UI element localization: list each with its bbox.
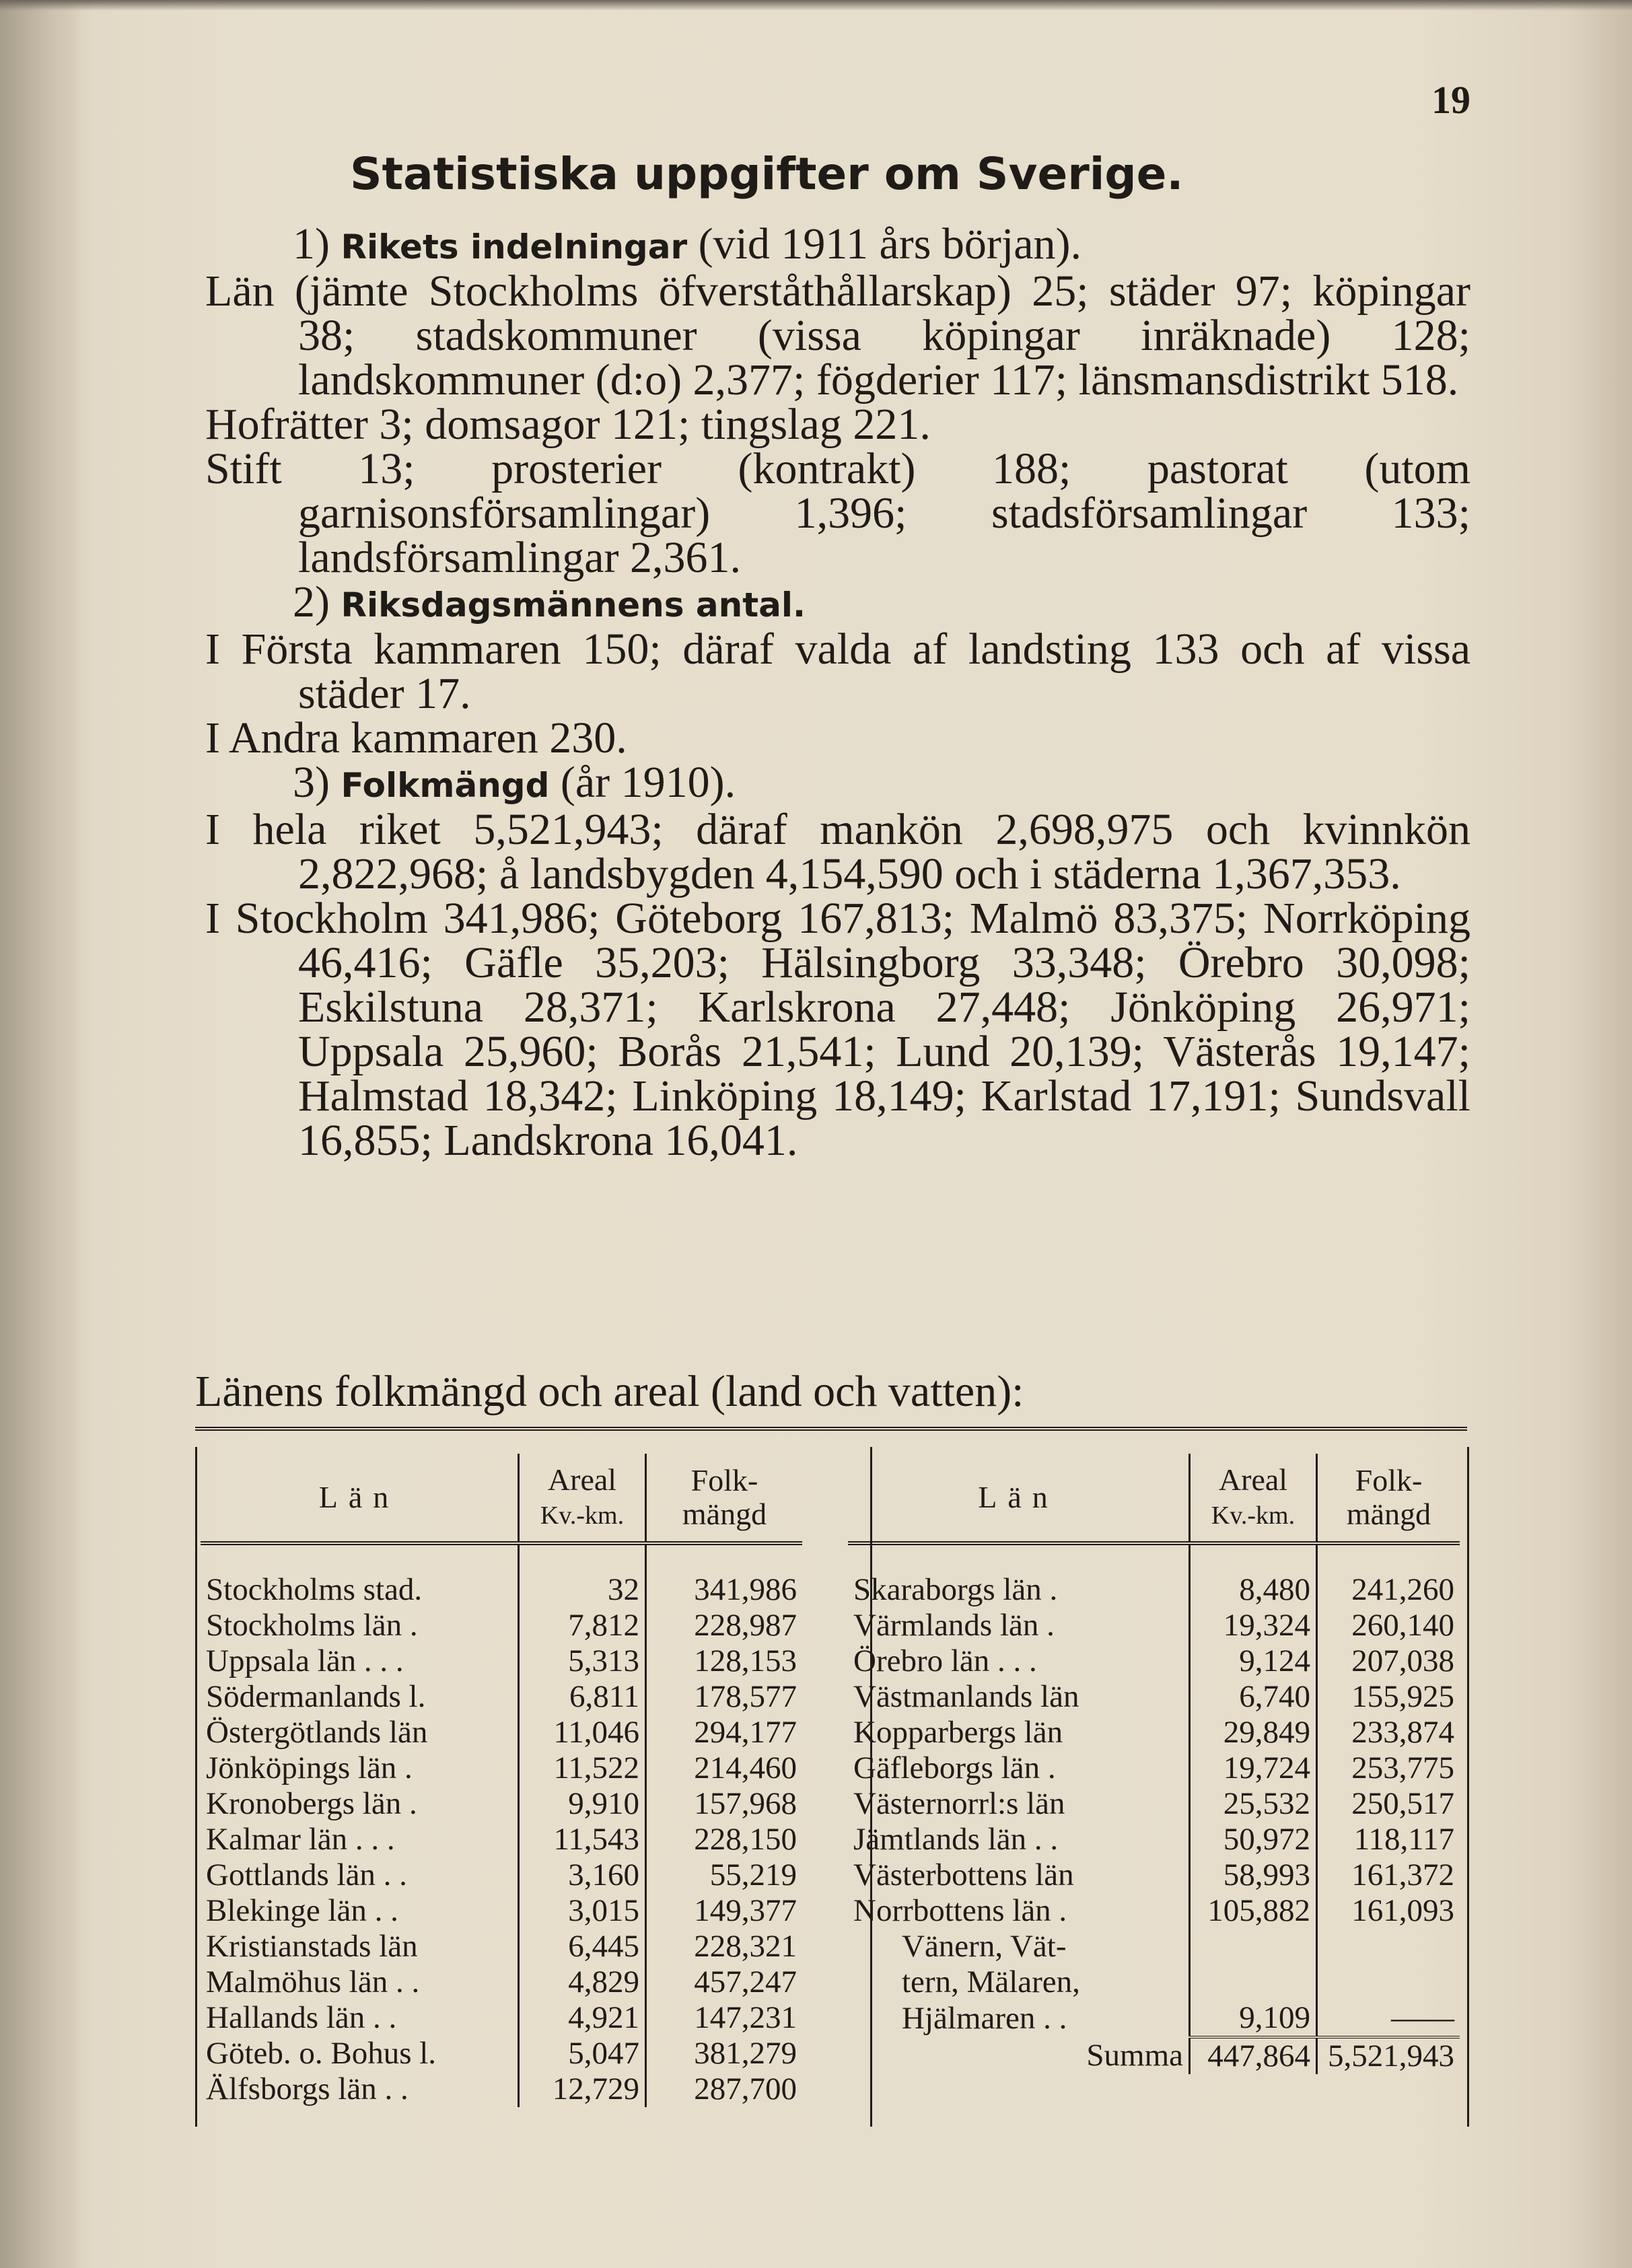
sum-row (848, 2037, 1460, 2074)
paragraph: Län (jämte Stockholms öfverståthållarskap) 25; städer 97; köpingar 38; stadskommuner (vissa köpingar inräknade) 128; landskommuner (d:o) 2,377; fögderier 117; länsmansdistrikt 518. (205, 267, 1470, 404)
col-header-folk: Folk- mängd (1317, 1454, 1460, 1543)
spacer-cell (519, 1543, 646, 1572)
county-name: Västerbottens län (853, 1857, 1074, 1892)
county-name: Värmlands län . (853, 1608, 1055, 1643)
population-value (1317, 1964, 1460, 2000)
table-row (201, 2036, 802, 2071)
county-name: Gottlands län . . (206, 1857, 407, 1892)
population-value: 228,321 (646, 1929, 803, 1964)
section-number: 1) (293, 219, 330, 269)
page-title: Statistiska uppgifter om Sverige. (350, 148, 1184, 200)
section-title: Folkmängd (341, 766, 550, 805)
population-value: 55,219 (646, 1857, 803, 1893)
county-name: Hallands län . . (206, 2000, 397, 2035)
section-title: Rikets indelningar (341, 227, 688, 267)
population-value: 155,925 (1317, 1679, 1460, 1715)
area-value: 6,445 (519, 1929, 646, 1964)
population-value: 250,517 (1317, 1786, 1460, 1822)
section-heading-2 (205, 577, 1470, 627)
col-header-areal: Areal Kv.-km. (1190, 1454, 1317, 1543)
area-value: 9,109 (1190, 2000, 1317, 2037)
paragraph: I hela riket 5,521,943; däraf mankön 2,698,975 och kvinnkön 2,822,968; å landsbygden 4,154,590 och i städerna 1,367,353. (205, 805, 1470, 898)
page-edge-shadow (0, 0, 1632, 11)
population-value: 161,093 (1317, 1893, 1460, 1929)
area-value: 3,015 (519, 1893, 646, 1929)
county-name: Norrbottens län . (853, 1893, 1067, 1928)
body-text (205, 219, 1470, 1165)
area-value: 9,124 (1190, 1643, 1317, 1679)
county-name: Jönköpings län . (206, 1750, 413, 1785)
area-value: 11,046 (519, 1715, 646, 1750)
county-table (195, 1427, 1467, 2127)
area-value: 7,812 (519, 1608, 646, 1643)
section-number: 3) (293, 758, 330, 807)
table-row (848, 1643, 1460, 1679)
area-value: 3,160 (519, 1857, 646, 1893)
table-spacer (848, 1543, 1460, 1572)
col-header-lan: Län (201, 1454, 519, 1543)
area-value: 29,849 (1190, 1715, 1317, 1750)
section-subtitle: (vid 1911 års början). (698, 219, 1082, 269)
paragraph: I Andra kammaren 230. (205, 713, 627, 763)
table-row (848, 1715, 1460, 1750)
table-caption: Länens folkmängd och areal (land och vatten): (195, 1367, 1024, 1416)
spacer-cell (848, 1543, 1190, 1572)
table-row (201, 1715, 802, 1750)
population-value: 157,968 (646, 1786, 803, 1822)
area-value: 9,910 (519, 1786, 646, 1822)
county-name: Västernorrl:s län (853, 1786, 1065, 1821)
population-value: 253,775 (1317, 1750, 1460, 1786)
population-value (1317, 1929, 1460, 1964)
population-value: 228,987 (646, 1608, 803, 1643)
col-header-folk: Folk- mängd (646, 1454, 803, 1543)
table-row (201, 1964, 802, 2000)
spacer-cell (201, 1543, 519, 1572)
county-name: Jämtlands län . . (853, 1822, 1059, 1857)
spacer-cell (1190, 1543, 1317, 1572)
county-name: Stockholms stad. (206, 1572, 423, 1607)
county-name: Östergötlands län (206, 1715, 428, 1750)
county-name: Malmöhus län . . (206, 1964, 420, 1999)
area-value: 6,811 (519, 1679, 646, 1715)
area-value: 32 (519, 1572, 646, 1608)
table-row (201, 1929, 802, 1964)
area-value: 5,047 (519, 2036, 646, 2071)
county-name: Västmanlands län (853, 1679, 1079, 1714)
population-value: 294,177 (646, 1715, 803, 1750)
county-name: Vänern, Vät- (902, 1929, 1067, 1964)
table-row (201, 1822, 802, 1857)
population-value: 381,279 (646, 2036, 803, 2071)
county-name: Uppsala län . . . (206, 1643, 404, 1678)
county-name: Kopparbergs län (853, 1715, 1063, 1750)
county-name: Älfsborgs län . . (206, 2071, 409, 2106)
population-value: 118,117 (1317, 1822, 1460, 1857)
population-value: 214,460 (646, 1750, 803, 1786)
section-heading-1 (205, 219, 1470, 269)
sum-area: 447,864 (1190, 2037, 1317, 2074)
col-header-lan: Län (848, 1454, 1190, 1543)
area-value: 11,522 (519, 1750, 646, 1786)
paragraph: Stift 13; prosterier (kontrakt) 188; pastorat (utom garnisonsförsamlingar) 1,396; stadsförsamlingar 133; landsförsamlingar 2,361. (205, 444, 1470, 582)
county-name: Blekinge län . . (206, 1893, 398, 1928)
county-name: Gäfleborgs län . (853, 1750, 1056, 1785)
table-row (848, 1857, 1460, 1893)
population-value: 457,247 (646, 1964, 803, 2000)
area-value: 50,972 (1190, 1822, 1317, 1857)
table-row (848, 1608, 1460, 1643)
population-value: 149,377 (646, 1893, 803, 1929)
area-value: 19,724 (1190, 1750, 1317, 1786)
county-name: Skaraborgs län . (853, 1572, 1058, 1607)
table-row (201, 1893, 802, 1929)
table-row (848, 1679, 1460, 1715)
paragraph: I Stockholm 341,986; Göteborg 167,813; Malmö 83,375; Norrköping 46,416; Gäfle 35,203; Hälsingborg 33,348; Örebro 30,098; Eskilstuna 28,371; Karlskrona 27,448; Jönköping 26,971; Uppsala 25,960; Borås 21,541; Lund 20,139; Västerås 19,147; Halmstad 18,342; Linköping 18,149; Karlstad 17,191; Sundsvall 16,855; Landskrona 16,041. (205, 894, 1470, 1165)
area-value: 5,313 (519, 1643, 646, 1679)
table-row (848, 1572, 1460, 1608)
population-value: 228,150 (646, 1822, 803, 1857)
population-value: 341,986 (646, 1572, 803, 1608)
table-header-row (848, 1454, 1460, 1543)
lakes-row (848, 2000, 1460, 2037)
area-value: 4,829 (519, 1964, 646, 2000)
sum-label: Summa (1086, 2038, 1183, 2073)
table-row (848, 1750, 1460, 1786)
population-value: 207,038 (1317, 1643, 1460, 1679)
county-name: Göteb. o. Bohus l. (206, 2036, 437, 2071)
spacer-cell (646, 1543, 803, 1572)
section-subtitle: (år 1910). (560, 758, 736, 807)
paragraph: Hofrätter 3; domsagor 121; tingslag 221. (205, 400, 931, 449)
area-value: 25,532 (1190, 1786, 1317, 1822)
paragraph: I Första kammaren 150; däraf valda af landsting 133 och af vissa städer 17. (205, 625, 1470, 718)
area-value: 4,921 (519, 2000, 646, 2036)
area-value: 6,740 (1190, 1679, 1317, 1715)
table-row (848, 1786, 1460, 1822)
county-name: tern, Mälaren, (902, 1964, 1080, 1999)
table-row (201, 2000, 802, 2036)
area-value: 8,480 (1190, 1572, 1317, 1608)
table-row (201, 1679, 802, 1715)
table-row (201, 1608, 802, 1643)
table-row (201, 1786, 802, 1822)
county-name: Örebro län . . . (853, 1643, 1037, 1678)
table-row (201, 1572, 802, 1608)
county-name: Kristianstads län (206, 1929, 418, 1964)
county-name: Stockholms län . (206, 1608, 418, 1643)
col-header-areal: Areal Kv.-km. (519, 1454, 646, 1543)
population-value: 128,153 (646, 1643, 803, 1679)
table-row (201, 1643, 802, 1679)
area-value: 11,543 (519, 1822, 646, 1857)
table-row (201, 2071, 802, 2107)
area-value: 105,882 (1190, 1893, 1317, 1929)
sum-population: 5,521,943 (1317, 2037, 1460, 2074)
table-spacer (201, 1543, 802, 1572)
population-value: 233,874 (1317, 1715, 1460, 1750)
area-value: 58,993 (1190, 1857, 1317, 1893)
area-value (1190, 1964, 1317, 2000)
section-title: Riksdagsmännens antal. (341, 586, 806, 625)
area-value: 19,324 (1190, 1608, 1317, 1643)
section-number: 2) (293, 577, 330, 627)
table-top-rule (195, 1427, 1467, 1436)
population-value: 161,372 (1317, 1857, 1460, 1893)
lakes-row (848, 1964, 1460, 2000)
table-right-half (848, 1454, 1460, 2074)
table-row (201, 1857, 802, 1893)
population-value: 178,577 (646, 1679, 803, 1715)
county-name: Kalmar län . . . (206, 1822, 395, 1857)
table-row (848, 1822, 1460, 1857)
page-number: 19 (1431, 78, 1470, 122)
book-gutter-shadow (0, 0, 81, 2268)
section-heading-3 (205, 760, 1470, 808)
lakes-row (848, 1929, 1460, 1964)
table-left-half (201, 1454, 802, 2107)
area-value: 12,729 (519, 2071, 646, 2107)
table-row (201, 1750, 802, 1786)
population-value: 147,231 (646, 2000, 803, 2036)
spacer-cell (1317, 1543, 1460, 1572)
county-name: Hjälmaren . . (902, 2001, 1067, 2036)
county-name: Kronobergs län . (206, 1786, 417, 1821)
population-value: 260,140 (1317, 1608, 1460, 1643)
population-value: 287,700 (646, 2071, 803, 2107)
county-name: Södermanlands l. (206, 1679, 426, 1714)
population-value: 241,260 (1317, 1572, 1460, 1608)
table-row (848, 1893, 1460, 1929)
table-header-row (201, 1454, 802, 1543)
area-value (1190, 1929, 1317, 1964)
population-value: —— (1317, 2000, 1460, 2037)
